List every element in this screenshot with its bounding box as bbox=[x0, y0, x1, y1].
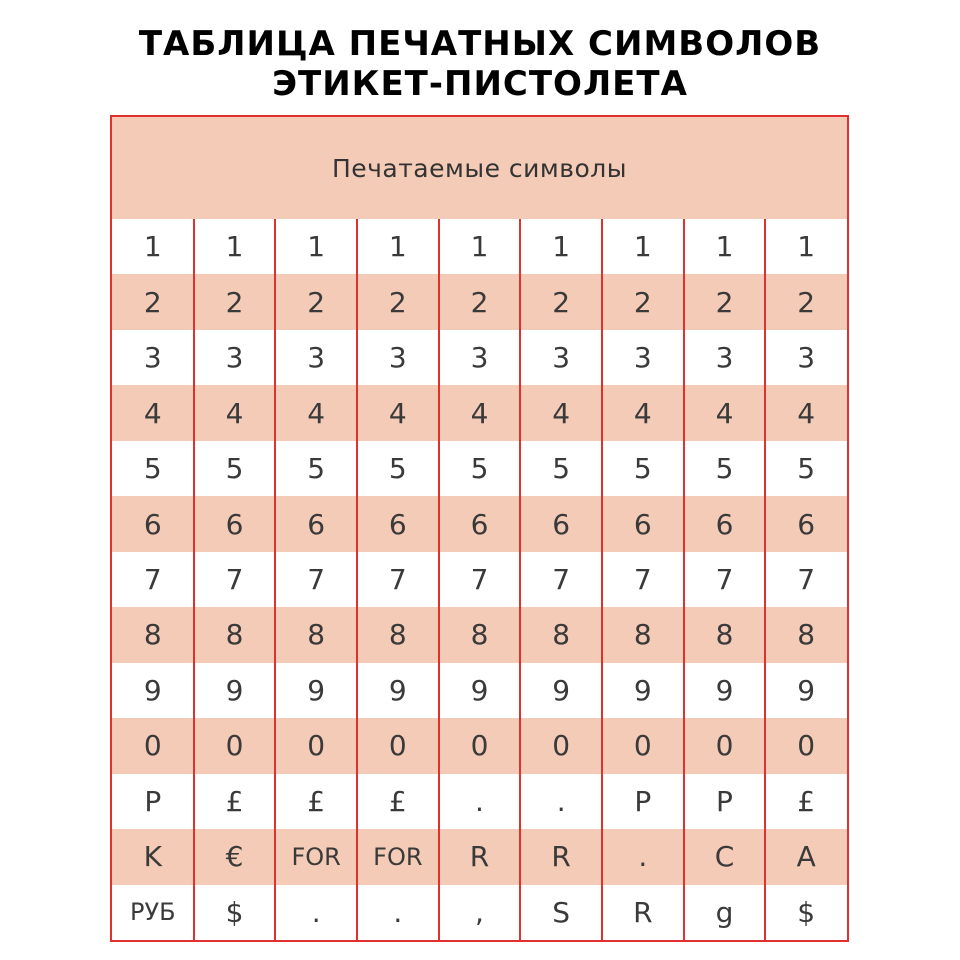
table-cell: 9 bbox=[715, 673, 734, 707]
table-cell: 0 bbox=[143, 729, 162, 763]
table-cell: 5 bbox=[225, 452, 244, 486]
table-cell: 1 bbox=[797, 230, 816, 264]
table-cell: . bbox=[475, 784, 484, 818]
table-cell: 1 bbox=[552, 230, 571, 264]
table-cell: 8 bbox=[225, 618, 244, 652]
table-cell: 4 bbox=[797, 396, 816, 430]
table-cell: , bbox=[475, 895, 484, 929]
table-cell: £ bbox=[225, 784, 244, 818]
table-cell: 1 bbox=[307, 230, 326, 264]
table-row bbox=[112, 385, 847, 440]
table-cell: 5 bbox=[307, 452, 326, 486]
table-header: Печатаемые символы bbox=[112, 117, 847, 219]
table-cell: 6 bbox=[633, 507, 652, 541]
column-divider bbox=[193, 219, 195, 940]
table-cell: 5 bbox=[470, 452, 489, 486]
table-cell: 8 bbox=[552, 618, 571, 652]
table-body bbox=[112, 219, 847, 940]
column-divider bbox=[356, 219, 358, 940]
table-cell: g bbox=[715, 895, 734, 929]
table-cell: 6 bbox=[797, 507, 816, 541]
table-cell: 2 bbox=[225, 285, 244, 319]
table-cell: S bbox=[552, 895, 571, 929]
title-line-1: ТАБЛИЦА ПЕЧАТНЫХ СИМВОЛОВ bbox=[138, 24, 822, 64]
table-cell: 6 bbox=[307, 507, 326, 541]
table-cell: 0 bbox=[797, 729, 816, 763]
table-cell: 3 bbox=[307, 341, 326, 375]
table-cell: 6 bbox=[470, 507, 489, 541]
table-cell: 4 bbox=[715, 396, 734, 430]
table-row bbox=[112, 219, 847, 274]
table-cell: 7 bbox=[552, 562, 571, 596]
table-cell: 0 bbox=[225, 729, 244, 763]
table-cell: FOR bbox=[291, 842, 341, 871]
table-cell: P bbox=[716, 784, 733, 818]
table-cell: 9 bbox=[307, 673, 326, 707]
table-cell: 5 bbox=[388, 452, 407, 486]
table-row bbox=[112, 718, 847, 773]
table-cell: 3 bbox=[715, 341, 734, 375]
table-cell: 7 bbox=[715, 562, 734, 596]
table-cell: 9 bbox=[225, 673, 244, 707]
table-cell: £ bbox=[388, 784, 407, 818]
table-cell: 6 bbox=[552, 507, 571, 541]
table-cell: 7 bbox=[797, 562, 816, 596]
table-cell: 7 bbox=[470, 562, 489, 596]
table-cell: 8 bbox=[307, 618, 326, 652]
table-cell: £ bbox=[307, 784, 326, 818]
table-cell: $ bbox=[225, 895, 244, 929]
table-row bbox=[112, 885, 847, 940]
table-row bbox=[112, 607, 847, 662]
table-cell: 2 bbox=[552, 285, 571, 319]
table-cell: 8 bbox=[143, 618, 162, 652]
table-row bbox=[112, 274, 847, 329]
table-cell: 6 bbox=[225, 507, 244, 541]
table-cell: РУБ bbox=[130, 898, 176, 927]
column-divider bbox=[519, 219, 521, 940]
title-line-2: ЭТИКЕТ-ПИСТОЛЕТА bbox=[272, 64, 688, 104]
table-cell: 9 bbox=[797, 673, 816, 707]
table-row bbox=[112, 496, 847, 551]
column-divider bbox=[274, 219, 276, 940]
table-cell: 8 bbox=[388, 618, 407, 652]
table-cell: 2 bbox=[143, 285, 162, 319]
table-cell: 9 bbox=[470, 673, 489, 707]
table-cell: 9 bbox=[633, 673, 652, 707]
table-cell: R bbox=[469, 840, 490, 874]
table-cell: 8 bbox=[715, 618, 734, 652]
table-cell: 7 bbox=[225, 562, 244, 596]
table-cell: 2 bbox=[715, 285, 734, 319]
table-cell: 0 bbox=[715, 729, 734, 763]
table-cell: € bbox=[225, 840, 244, 874]
table-cell: A bbox=[796, 840, 816, 874]
table-cell: P bbox=[144, 784, 162, 818]
table-cell: 9 bbox=[552, 673, 571, 707]
table-cell: 3 bbox=[225, 341, 244, 375]
table-cell: 0 bbox=[307, 729, 326, 763]
table-cell: 5 bbox=[797, 452, 816, 486]
table-cell: 8 bbox=[470, 618, 489, 652]
table-cell: 3 bbox=[470, 341, 489, 375]
table-cell: 1 bbox=[715, 230, 734, 264]
table-row bbox=[112, 330, 847, 385]
table-cell: 2 bbox=[307, 285, 326, 319]
table-cell: 2 bbox=[633, 285, 652, 319]
table-cell: 5 bbox=[143, 452, 162, 486]
table-cell: . bbox=[638, 840, 648, 874]
table-cell: 2 bbox=[797, 285, 816, 319]
table-row bbox=[112, 774, 847, 829]
column-divider bbox=[601, 219, 603, 940]
table-cell: 1 bbox=[633, 230, 652, 264]
table-cell: 8 bbox=[797, 618, 816, 652]
table-cell: 7 bbox=[143, 562, 162, 596]
table-cell: 9 bbox=[388, 673, 407, 707]
table-cell: 0 bbox=[552, 729, 571, 763]
table-cell: 3 bbox=[797, 341, 816, 375]
table-cell: $ bbox=[797, 895, 816, 929]
table-cell: 0 bbox=[388, 729, 407, 763]
table-row bbox=[112, 441, 847, 496]
table-cell: 3 bbox=[388, 341, 407, 375]
table-cell: 1 bbox=[143, 230, 162, 264]
table-cell: R bbox=[551, 840, 571, 874]
table-cell: FOR bbox=[373, 842, 423, 871]
table-cell: 4 bbox=[633, 396, 652, 430]
table-cell: . bbox=[556, 784, 566, 818]
table-cell: 2 bbox=[388, 285, 407, 319]
table-cell: P bbox=[634, 784, 652, 818]
table-row bbox=[112, 829, 847, 884]
table-cell: K bbox=[143, 840, 163, 874]
table-cell: 1 bbox=[388, 230, 407, 264]
table-cell: 4 bbox=[225, 396, 244, 430]
table-cell: 0 bbox=[633, 729, 652, 763]
table-cell: 8 bbox=[633, 618, 652, 652]
table-cell: . bbox=[393, 895, 403, 929]
table-cell: £ bbox=[797, 784, 816, 818]
table-row bbox=[112, 552, 847, 607]
table-cell: 6 bbox=[715, 507, 734, 541]
table-row bbox=[112, 663, 847, 718]
table-cell: 9 bbox=[143, 673, 162, 707]
symbols-table bbox=[110, 115, 849, 942]
table-cell: 1 bbox=[470, 230, 489, 264]
table-cell: 0 bbox=[470, 729, 489, 763]
table-cell: 4 bbox=[143, 396, 162, 430]
table-cell: 3 bbox=[552, 341, 571, 375]
table-cell: 4 bbox=[470, 396, 489, 430]
table-cell: R bbox=[633, 895, 653, 929]
table-cell: 6 bbox=[388, 507, 407, 541]
table-cell: 5 bbox=[633, 452, 652, 486]
column-divider bbox=[764, 219, 766, 940]
table-cell: 7 bbox=[307, 562, 326, 596]
table-cell: 2 bbox=[470, 285, 489, 319]
table-cell: C bbox=[714, 840, 735, 874]
page-title bbox=[0, 24, 960, 104]
table-cell: 5 bbox=[715, 452, 734, 486]
table-cell: . bbox=[311, 895, 321, 929]
table-cell: 4 bbox=[307, 396, 326, 430]
table-cell: 7 bbox=[633, 562, 652, 596]
table-cell: 3 bbox=[633, 341, 652, 375]
table-cell: 1 bbox=[225, 230, 244, 264]
column-divider bbox=[683, 219, 685, 940]
table-cell: 3 bbox=[143, 341, 162, 375]
table-cell: 6 bbox=[143, 507, 162, 541]
table-cell: 4 bbox=[388, 396, 407, 430]
table-cell: 7 bbox=[388, 562, 407, 596]
table-cell: 4 bbox=[552, 396, 571, 430]
table-cell: 5 bbox=[552, 452, 571, 486]
column-divider bbox=[438, 219, 440, 940]
